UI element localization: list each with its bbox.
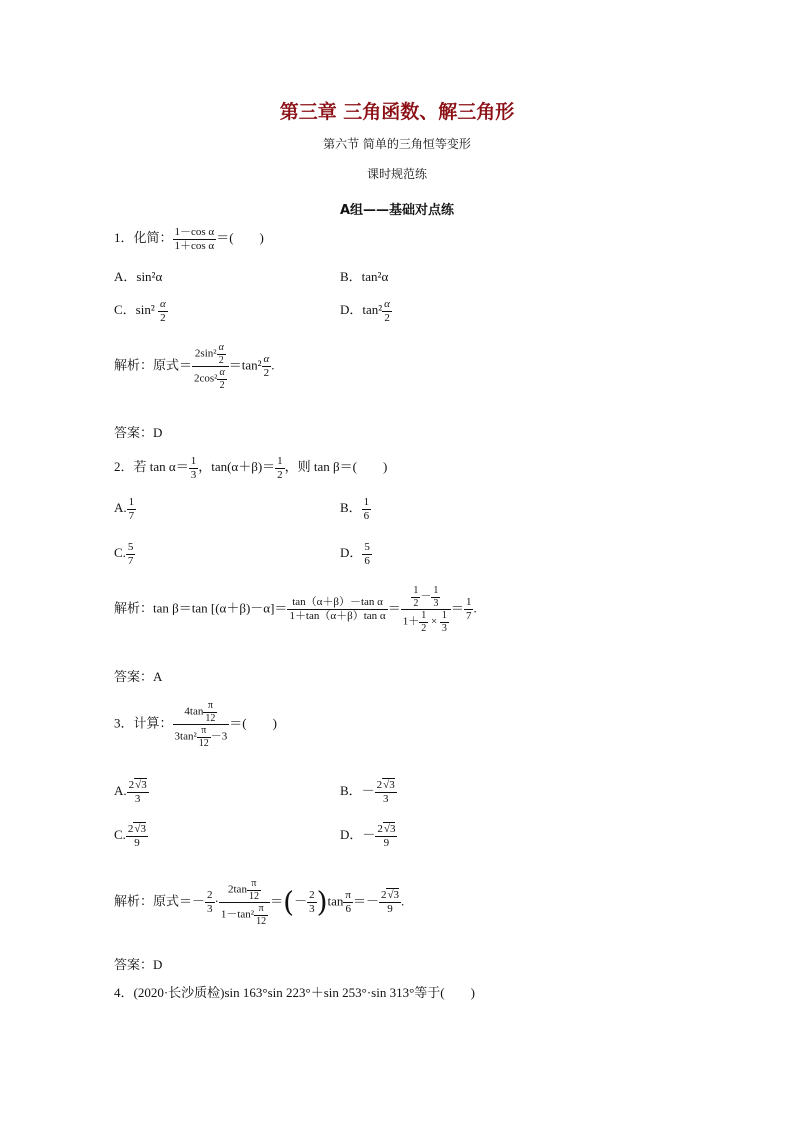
practice-title: 课时规范练 [366, 167, 427, 181]
group-title: A组——基础对点练 [339, 203, 455, 218]
q2-solution: 解析：tan β＝tan [(α＋β)－α]＝ $\frac{\text{tan（α＋β）－tan α}}{\text{1＋tan（α＋β）tan α}}$ ＝ $\frac{1}{2}$ － $\frac{1}{3}$ 1＋ $\frac{1}{2}$ × $\frac{1}{3}$ ＝ $\frac{1}{7}$ . [114, 585, 477, 634]
q1-option-b: B．tan²α [340, 269, 389, 284]
q3-option-b: B．－ $\frac{2√3}{3}$ [340, 779, 395, 805]
q3-answer: 答案：D [114, 957, 163, 972]
question-3: 3．计算： 4tan $\frac{\pi}{12}$ 3tan² $\frac{\pi}{12}$ －3 ＝( ) [114, 700, 277, 749]
q1-option-d: D．tan² $\frac{\alpha}{2}$ [340, 298, 390, 324]
q1-answer: 答案：D [114, 425, 163, 440]
section-title: 第六节 简单的三角恒等变形 [323, 137, 471, 151]
q2-option-b: B． $\frac{1}{6}$ [340, 496, 370, 522]
question-2: 2．若 tan α＝ $\frac{1}{3}$ ，tan(α＋β)＝ $\frac{1}{2}$ ，则 tan β＝( ) [114, 455, 388, 481]
q3-solution: 解析：原式＝－ $\frac{2}{3}$ · 2tan $\frac{\pi}{12}$ 1－tan² $\frac{\pi}{12}$ ＝(－ $\frac{2}{3}$ )tan $\frac{\pi}{6}$ ＝－ $\frac{2√3}{9}$ . [114, 878, 405, 927]
q1-solution: 解析：原式＝ 2sin² $\frac{\alpha}{2}$ 2cos² $\frac{\alpha}{2}$ ＝tan² $\frac{\alpha}{2}$ . [114, 342, 275, 391]
q1-option-c: C．sin² $\frac{\alpha}{2}$ [114, 298, 166, 324]
question-4: 4．(2020·长沙质检)sin 163°sin 223°＋sin 253°·sin 313°等于( ) [114, 985, 475, 1000]
q1-option-a: A．sin²α [114, 269, 163, 284]
q2-option-c: C. $\frac{5}{7}$ [114, 541, 134, 567]
chapter-title: 第三章 三角函数、解三角形 [279, 101, 515, 123]
q2-option-a: A. $\frac{1}{7}$ [114, 496, 135, 522]
q2-option-d: D． $\frac{5}{6}$ [340, 541, 370, 567]
q3-option-c: C. $\frac{2√3}{9}$ [114, 823, 146, 849]
question-1: 1．化简： $\frac{\text{1－cos α}}{\text{1＋cos α}}$ ＝( ) [114, 226, 264, 252]
q3-option-d: D．－ $\frac{2√3}{9}$ [340, 823, 396, 849]
q3-option-a: A. $\frac{2√3}{3}$ [114, 779, 147, 805]
fraction: $\frac{\text{1－cos α}}{\text{1＋cos α}}$ [174, 226, 215, 252]
q2-answer: 答案：A [114, 669, 163, 684]
